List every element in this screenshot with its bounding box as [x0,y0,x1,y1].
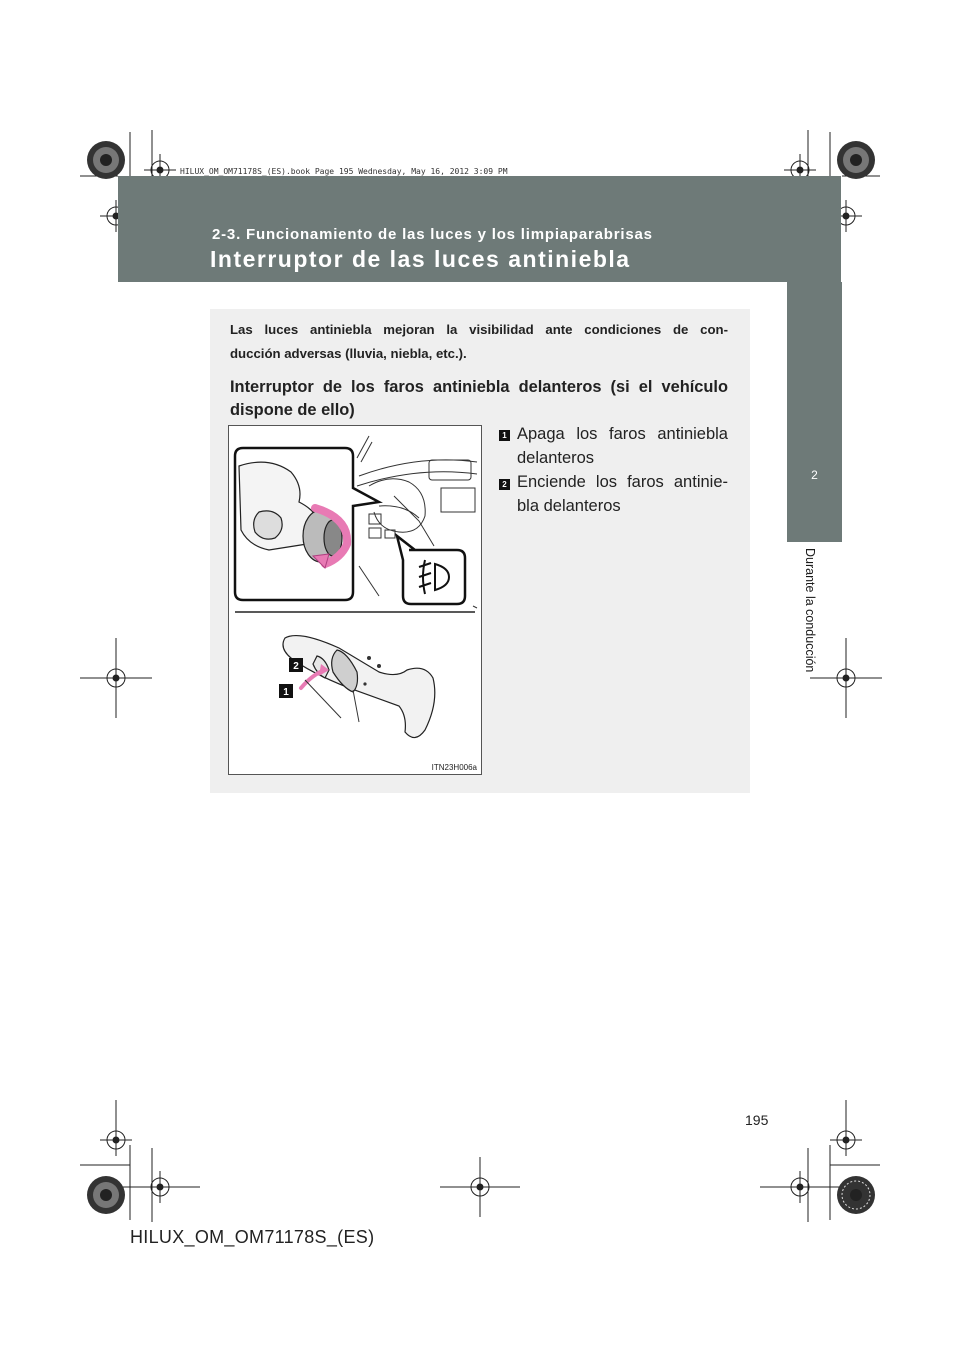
page-title: Interruptor de las luces antiniebla [210,246,631,272]
intro-line-2: ducción adversas (lluvia, niebla, etc.). [230,346,467,361]
print-info-line: HILUX_OM_OM71178S_(ES).book Page 195 Wednesday, May 16, 2012 3:09 PM [180,167,508,176]
section-title: 2-3. Funcionamiento de las luces y los limpiaparabrisas [212,226,653,243]
legend-2-line-1: Enciende los faros antinie- [517,473,728,491]
fog-light-switch-illustration [228,425,482,775]
legend-marker-1: 1 [499,430,510,441]
figure-callout-2: 2 [293,661,299,672]
intro-line-1: Las luces antiniebla mejoran la visibilidad ante condiciones de con- [230,322,728,337]
legend-2-line-2: bla delanteros [517,497,621,515]
legend-item-1 [517,422,728,470]
chapter-label [803,548,823,698]
chapter-tab [787,282,842,542]
subheading-line-2: dispone de ello) [230,401,355,419]
legend-1-line-1: Apaga los faros antiniebla [517,425,728,443]
legend-item-2 [517,470,728,518]
intro-paragraph [230,318,728,366]
document-code: HILUX_OM_OM71178S_(ES) [130,1227,375,1247]
legend-1-line-2: delanteros [517,449,595,467]
chapter-label-text: Durante la conducción [803,548,817,673]
illustration-drawing [229,426,481,774]
figure-code: ITN23H006a [431,763,477,772]
chapter-number: 2 [811,468,818,482]
page-number: 195 [745,1112,769,1128]
subheading [230,376,728,422]
legend-marker-2: 2 [499,479,510,490]
subheading-line-1: Interruptor de los faros antiniebla delanteros (si el vehículo [230,378,728,396]
figure-callout-1: 1 [283,687,289,698]
